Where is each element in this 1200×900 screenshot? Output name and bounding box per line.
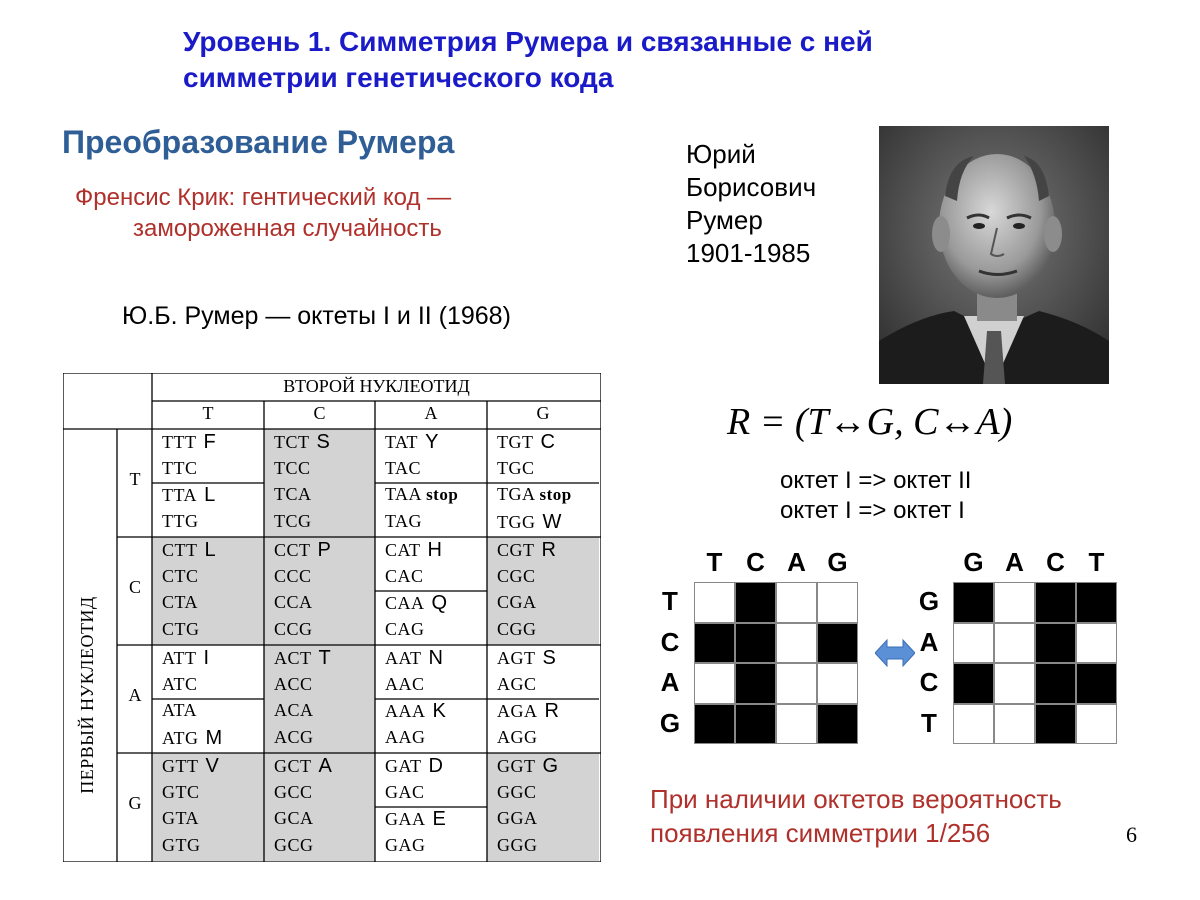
codon-text: GTT	[162, 756, 199, 776]
crick-quote-line2: замороженная случайность	[133, 215, 442, 242]
codon-AAC	[385, 674, 425, 695]
codon-text: TTT	[162, 432, 197, 452]
codon-text: CCA	[274, 592, 313, 612]
codon-TGC	[497, 458, 535, 479]
codon-text: CTG	[162, 618, 200, 639]
note-line2: появления симметрии 1/256	[650, 818, 991, 848]
codon-text: TGG	[497, 511, 536, 532]
codon-text: GCA	[274, 808, 314, 828]
rumer-octets-caption: Ю.Б. Румер — октеты I и II (1968)	[122, 302, 511, 330]
codon-text: TGC	[497, 457, 535, 478]
codon-text: GCC	[274, 781, 313, 802]
grid-cell-empty	[776, 663, 817, 704]
grid-col-label: G	[827, 547, 848, 577]
codon-ATA	[162, 700, 197, 721]
codon-GAT	[385, 755, 443, 778]
grid-col-label: C	[1046, 547, 1065, 577]
grid-cell-empty	[994, 582, 1035, 623]
codon-GTC	[162, 782, 200, 803]
section-heading: Преобразование Румера	[62, 124, 455, 160]
codon-text: TAC	[385, 457, 422, 478]
codon-GCG	[274, 835, 314, 856]
grid-row-label: T	[921, 707, 937, 738]
codon-AGA	[497, 700, 559, 723]
grid-cell-filled	[694, 623, 735, 664]
codon-TCC	[274, 458, 311, 479]
grid-col-label: T	[706, 547, 723, 577]
codon-text: GAA	[385, 809, 426, 829]
grid-cell-empty	[953, 704, 994, 745]
codon-text: AAT	[385, 648, 422, 668]
codon-GTA	[162, 808, 199, 829]
amino-acid-label: L	[204, 539, 217, 561]
codon-TCT	[274, 431, 330, 454]
codon-GGG	[497, 835, 538, 856]
codon-text: CCC	[274, 565, 312, 586]
codon-GGA	[497, 808, 538, 829]
codon-TGA	[497, 484, 572, 505]
codon-TAC	[385, 458, 421, 479]
rumer-bio	[686, 138, 816, 270]
amino-acid-label: E	[432, 808, 447, 830]
codon-CGG	[497, 619, 537, 640]
slide-title	[183, 24, 1083, 96]
codon-text: ATA	[162, 700, 198, 720]
codon-text: TAG	[385, 510, 423, 531]
codon-ATG	[162, 727, 223, 750]
grid-cell-filled	[1076, 582, 1117, 623]
codon-TTC	[162, 458, 198, 479]
amino-acid-label: V	[205, 755, 220, 777]
codon-GTG	[162, 835, 201, 856]
codon-GCA	[274, 808, 314, 829]
grid-cell-filled	[735, 663, 776, 704]
column-header-T: T	[202, 403, 214, 423]
codon-text: ATT	[162, 648, 197, 668]
codon-TAT	[385, 431, 439, 454]
codon-text: GCT	[274, 756, 312, 776]
codon-text: CTC	[162, 565, 199, 586]
amino-acid-label: Y	[425, 431, 439, 453]
amino-acid-label: F	[203, 431, 217, 453]
codon-text: CCT	[274, 540, 311, 560]
grid-col-label: C	[746, 547, 765, 577]
amino-acid-label: S	[316, 431, 331, 453]
amino-acid-label: L	[204, 484, 216, 506]
codon-text: ACA	[274, 700, 314, 720]
codon-TGT	[497, 431, 555, 454]
codon-text: GGG	[497, 834, 538, 855]
codon-text: GCG	[274, 834, 314, 855]
amino-acid-label: D	[428, 755, 444, 777]
amino-acid-label: W	[542, 510, 562, 533]
grid-cell-empty	[694, 663, 735, 704]
codon-ATC	[162, 674, 198, 695]
grid-col-label: G	[963, 547, 984, 577]
amino-acid-label: R	[541, 539, 557, 561]
row-label-G: G	[128, 793, 142, 813]
genetic-code-table	[63, 373, 601, 862]
codon-text: ACT	[274, 648, 312, 668]
amino-acid-label: H	[427, 539, 443, 561]
codon-text: AGT	[497, 648, 536, 668]
row-label-C: C	[128, 577, 141, 597]
grid-cell-empty	[994, 663, 1035, 704]
amino-acid-label: K	[432, 700, 447, 722]
grid-cell-filled	[694, 704, 735, 745]
codon-text: CTA	[162, 592, 199, 612]
second-nucleotide-header: ВТОРОЙ НУКЛЕОТИД	[283, 376, 470, 396]
codon-ATT	[162, 647, 210, 670]
amino-acid-label: Q	[431, 592, 448, 614]
amino-acid-label: A	[318, 755, 333, 777]
grid-cell-filled	[1035, 582, 1076, 623]
octets-line2: октет I => октет I	[780, 497, 965, 524]
slide-title-line1: Уровень 1. Симметрия Румера и связанные с ней	[183, 26, 873, 57]
codon-TCA	[274, 484, 312, 505]
grid-row-label: A	[919, 626, 939, 657]
grid-cell-filled	[1035, 663, 1076, 704]
grid-col-label: T	[1088, 547, 1105, 577]
grid-cell-empty	[1076, 704, 1117, 745]
codon-text: TTC	[162, 457, 198, 478]
rumer-formula	[727, 400, 1012, 444]
codon-GAC	[385, 782, 425, 803]
codon-text: ATC	[162, 673, 198, 694]
grid-col-label: A	[787, 547, 806, 577]
grid-cell-filled	[953, 663, 994, 704]
grid-cell-filled	[735, 623, 776, 664]
amino-acid-label: N	[428, 647, 444, 669]
grid-cell-empty	[1076, 623, 1117, 664]
amino-acid-label: G	[542, 755, 559, 777]
formula-text: R = (T↔G, C↔A)	[727, 401, 1013, 443]
grid-cell-filled	[1035, 623, 1076, 664]
column-header-A: A	[424, 403, 438, 423]
note-line1: При наличии октетов вероятность	[650, 784, 1062, 814]
grid-cell-filled	[953, 582, 994, 623]
grid-cell-filled	[1076, 663, 1117, 704]
crick-quote-line1: Френсис Крик: гентический код —	[75, 184, 452, 211]
grid-cell-empty	[694, 582, 735, 623]
codon-CAA	[385, 592, 448, 615]
codon-text: CCG	[274, 618, 313, 639]
codon-AAG	[385, 727, 426, 748]
codon-text: TCT	[274, 432, 310, 452]
codon-text: AAG	[385, 726, 426, 747]
codon-GCT	[274, 755, 332, 778]
codon-text: GGC	[497, 781, 537, 802]
codon-CGA	[497, 592, 537, 613]
grid-row-label: C	[660, 626, 680, 657]
codon-text: AAA	[385, 701, 426, 721]
grid-col-label: A	[1005, 547, 1024, 577]
grid-cell-filled	[735, 704, 776, 745]
codon-text: TGA	[497, 484, 536, 504]
codon-TTT	[162, 431, 216, 454]
codon-ACA	[274, 700, 314, 721]
grid-cell-empty	[776, 623, 817, 664]
codon-text: ACC	[274, 673, 313, 694]
codon-text: TAA	[385, 484, 423, 504]
octets-mapping	[780, 466, 971, 526]
codon-CGC	[497, 566, 536, 587]
codon-text: CGA	[497, 592, 537, 612]
codon-GAA	[385, 808, 446, 831]
grid-cell-empty	[817, 663, 858, 704]
grid-row-label: T	[662, 586, 678, 616]
octets-line1: октет I => октет II	[780, 467, 972, 494]
codon-CTG	[162, 619, 200, 640]
codon-CTC	[162, 566, 199, 587]
codon-CCC	[274, 566, 312, 587]
amino-acid-label: R	[544, 700, 560, 722]
codon-GTT	[162, 755, 219, 778]
amino-acid-label: stop	[539, 485, 572, 504]
codon-TTA	[162, 484, 216, 507]
amino-acid-label: C	[540, 431, 556, 453]
codon-text: GTA	[162, 808, 200, 828]
codon-text: CGT	[497, 540, 535, 560]
codon-text: CAC	[385, 565, 424, 586]
codon-text: AGA	[497, 701, 538, 721]
codon-GGC	[497, 782, 537, 803]
amino-acid-label: S	[542, 647, 557, 669]
codon-TAA	[385, 484, 458, 505]
first-nucleotide-header: ПЕРВЫЙ НУКЛЕОТИД	[77, 596, 97, 794]
codon-AAT	[385, 647, 443, 670]
codon-TTG	[162, 511, 199, 532]
codon-CTA	[162, 592, 198, 613]
codon-AGT	[497, 647, 556, 670]
grid-cell-empty	[776, 582, 817, 623]
codon-text: AGG	[497, 726, 538, 747]
codon-CCA	[274, 592, 313, 613]
bio-years: 1901-1985	[686, 238, 811, 268]
bio-surname: Румер	[686, 205, 763, 235]
amino-acid-label: M	[205, 726, 223, 749]
double-arrow-icon	[875, 638, 915, 668]
codon-text: AGC	[497, 673, 537, 694]
grid-cell-filled	[817, 704, 858, 745]
bio-patronymic: Борисович	[686, 172, 817, 202]
codon-text: ACG	[274, 726, 314, 747]
codon-text: CAG	[385, 618, 425, 639]
row-label-T: T	[129, 469, 141, 489]
codon-text: GTC	[162, 781, 200, 802]
codon-CTT	[162, 539, 216, 562]
grid-row-label: A	[660, 667, 680, 697]
codon-text: GAC	[385, 781, 425, 802]
bio-first-name: Юрий	[686, 139, 756, 169]
codon-text: CGG	[497, 618, 537, 639]
codon-CCT	[274, 539, 331, 562]
codon-text: TTG	[162, 510, 199, 531]
amino-acid-label: stop	[426, 485, 459, 504]
codon-text: GAG	[385, 834, 426, 855]
codon-text: GGA	[497, 808, 538, 828]
codon-text: AAC	[385, 673, 425, 694]
page-number: 6	[1126, 822, 1137, 847]
grid-row-label: C	[919, 667, 939, 697]
codon-CGT	[497, 539, 556, 562]
grid-cell-empty	[776, 704, 817, 745]
amino-acid-label: I	[203, 647, 210, 669]
portrait-photo	[879, 126, 1109, 384]
codon-ACG	[274, 727, 314, 748]
grid-cell-empty	[817, 582, 858, 623]
column-header-G: G	[536, 403, 550, 423]
codon-text: ATG	[162, 727, 199, 748]
codon-GCC	[274, 782, 313, 803]
column-header-C: C	[313, 403, 326, 423]
grid-cell-empty	[994, 623, 1035, 664]
codon-ACC	[274, 674, 313, 695]
codon-AAA	[385, 700, 446, 723]
codon-CCG	[274, 619, 313, 640]
rumer-grids	[650, 545, 1130, 745]
portrait-illustration	[879, 126, 1109, 384]
codon-AGG	[497, 727, 538, 748]
codon-text: CTT	[162, 540, 198, 560]
grid-row-label: G	[918, 586, 940, 616]
codon-GGT	[497, 755, 559, 778]
codon-text: GGT	[497, 756, 536, 776]
probability-note	[650, 782, 1062, 850]
codon-text: TCA	[274, 484, 312, 504]
grid-row-label: G	[659, 707, 681, 738]
grid-cell-empty	[994, 704, 1035, 745]
codon-GAG	[385, 835, 426, 856]
grid-cell-filled	[735, 582, 776, 623]
codon-text: TGT	[497, 432, 534, 452]
codon-TCG	[274, 511, 312, 532]
codon-text: CAA	[385, 593, 425, 613]
codon-AGC	[497, 674, 537, 695]
row-label-A: A	[128, 685, 142, 705]
amino-acid-label: P	[317, 539, 332, 561]
codon-text: TCG	[274, 510, 312, 531]
codon-text: CAT	[385, 540, 421, 560]
codon-TAG	[385, 511, 422, 532]
codon-text: GAT	[385, 756, 422, 776]
codon-TGG	[497, 511, 562, 534]
codon-text: GTG	[162, 834, 201, 855]
codon-text: TCC	[274, 457, 311, 478]
codon-text: TAT	[385, 432, 419, 452]
grid-cell-filled	[817, 623, 858, 664]
codon-CAC	[385, 566, 424, 587]
codon-CAT	[385, 539, 442, 562]
amino-acid-label: T	[318, 647, 332, 669]
grid-cell-filled	[1035, 704, 1076, 745]
codon-CAG	[385, 619, 425, 640]
codon-ACT	[274, 647, 331, 670]
crick-quote	[75, 182, 451, 244]
slide-title-line2: симметрии генетического кода	[183, 62, 614, 93]
codon-text: CGC	[497, 565, 536, 586]
grid-cell-empty	[953, 623, 994, 664]
codon-text: TTA	[162, 485, 198, 505]
